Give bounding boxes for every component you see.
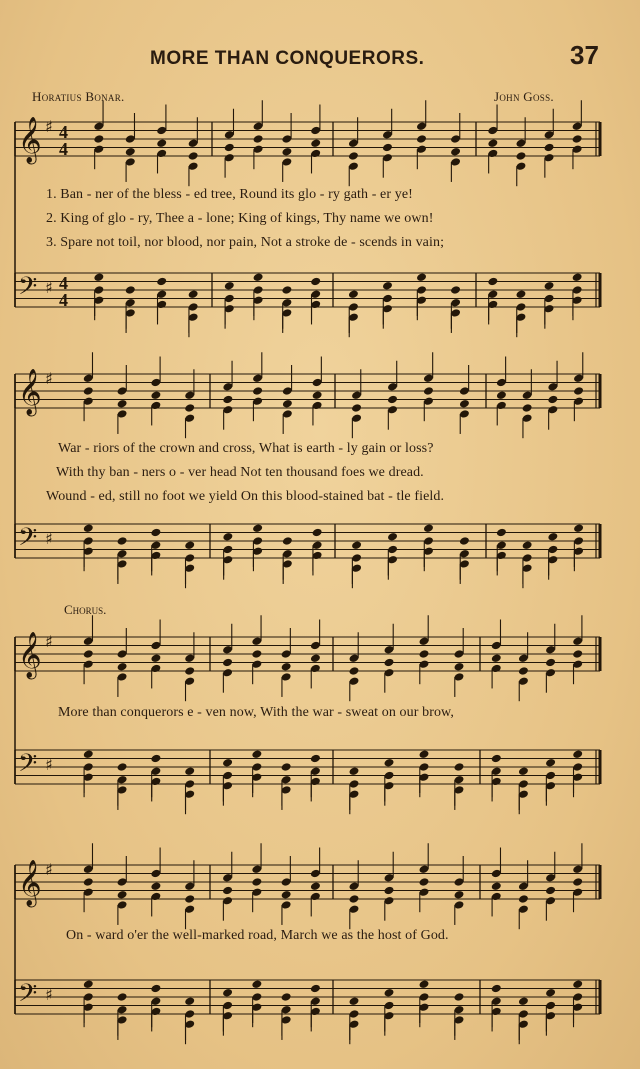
chorus-line1: More than conquerors e - ven now, With the war - sweat on our brow, — [58, 705, 454, 720]
note-head — [349, 996, 360, 1006]
note-head — [184, 996, 195, 1006]
note-head — [184, 894, 195, 904]
note-head — [83, 877, 94, 887]
note-head — [348, 151, 359, 161]
note-head — [491, 881, 502, 891]
sharp-icon: ♯ — [45, 632, 53, 651]
note-head — [184, 666, 195, 676]
verse1-line1: 1. Ban - ner of the bless - ed tree, Round its glo - ry gath - er ye! — [46, 187, 413, 202]
treble-clef-icon: 𝄞 — [18, 369, 42, 415]
time-sig-bottom: 4 — [59, 290, 68, 310]
time-sig-bottom: 4 — [59, 139, 68, 159]
verse1-line2: War - riors of the crown and cross, What is earth - ly gain or loss? — [58, 441, 434, 456]
note-head — [125, 147, 136, 157]
bass-clef-icon: 𝄢 — [18, 749, 38, 784]
note-head — [310, 138, 321, 148]
note-head — [93, 272, 104, 282]
note-head — [544, 143, 555, 153]
note-head — [515, 151, 526, 161]
note-head — [573, 523, 584, 533]
note-head — [310, 653, 321, 663]
note-head — [572, 979, 583, 989]
note-head — [281, 285, 292, 295]
chorus-line2: On - ward o'er the well-marked road, March we as the host of God. — [66, 928, 449, 943]
note-head — [83, 386, 94, 396]
note-head — [572, 877, 583, 887]
bass-clef-icon: 𝄢 — [18, 272, 38, 307]
note-head — [387, 395, 398, 405]
note-head — [222, 658, 233, 668]
note-head — [117, 399, 128, 409]
note-head — [281, 890, 292, 900]
note-head — [423, 386, 434, 396]
note-head — [282, 536, 293, 546]
note-head — [491, 984, 502, 994]
time-sig-top: 4 — [59, 273, 68, 293]
note-head — [156, 138, 167, 148]
note-head — [310, 277, 321, 287]
note-head — [419, 749, 430, 759]
note-head — [496, 390, 507, 400]
note-head — [184, 540, 195, 550]
note-head — [459, 399, 470, 409]
note-head — [459, 536, 470, 546]
note-head — [545, 988, 556, 998]
note-head — [454, 762, 465, 772]
note-head — [487, 138, 498, 148]
note-head — [251, 979, 262, 989]
note-head — [349, 766, 360, 776]
note-head — [150, 881, 161, 891]
note-head — [310, 754, 321, 764]
note-head — [419, 979, 430, 989]
note-head — [419, 649, 430, 659]
sharp-icon: ♯ — [45, 860, 53, 879]
verse3-line1: 3. Spare not toil, nor blood, nor pain, Not a stroke de - scends in vain; — [46, 235, 445, 250]
note-head — [117, 890, 128, 900]
note-head — [117, 536, 128, 546]
note-head — [522, 540, 533, 550]
note-head — [83, 649, 94, 659]
note-head — [251, 877, 262, 887]
note-head — [487, 277, 498, 287]
note-head — [348, 289, 359, 299]
note-head — [281, 992, 292, 1002]
note-head — [518, 666, 529, 676]
note-head — [572, 649, 583, 659]
note-head — [93, 134, 104, 144]
note-head — [251, 749, 262, 759]
note-head — [518, 996, 529, 1006]
note-head — [222, 395, 233, 405]
treble-clef-icon: 𝄞 — [18, 860, 42, 906]
note-head — [515, 289, 526, 299]
note-head — [281, 147, 292, 157]
note-head — [252, 386, 263, 396]
sharp-icon: ♯ — [45, 985, 53, 1004]
note-head — [310, 881, 321, 891]
note-head — [222, 532, 233, 542]
note-head — [184, 403, 195, 413]
note-head — [384, 886, 395, 896]
note-head — [491, 754, 502, 764]
note-head — [281, 762, 292, 772]
note-head — [150, 390, 161, 400]
composer-credit: John Goss. — [494, 89, 554, 104]
note-head — [573, 386, 584, 396]
note-head — [572, 749, 583, 759]
note-head — [150, 984, 161, 994]
note-head — [222, 886, 233, 896]
note-head — [156, 277, 167, 287]
lyricist-credit: Horatius Bonar. — [32, 89, 125, 104]
note-head — [125, 285, 136, 295]
note-head — [312, 390, 323, 400]
verse2-line2: With thy ban - ners o - ver head Not ten thousand foes we dread. — [56, 465, 424, 480]
bass-clef-icon: 𝄢 — [18, 979, 38, 1014]
note-head — [150, 653, 161, 663]
note-head — [117, 762, 128, 772]
note-head — [351, 540, 362, 550]
note-head — [253, 272, 264, 282]
note-head — [423, 523, 434, 533]
note-head — [312, 528, 323, 538]
note-head — [382, 281, 393, 291]
note-head — [150, 754, 161, 764]
sharp-icon: ♯ — [45, 278, 53, 297]
note-head — [184, 766, 195, 776]
treble-clef-icon: 𝄞 — [18, 632, 42, 678]
note-head — [572, 134, 583, 144]
sharp-icon: ♯ — [45, 369, 53, 388]
note-head — [419, 877, 430, 887]
note-head — [349, 894, 360, 904]
note-head — [351, 403, 362, 413]
verse3-line2: Wound - ed, still no foot we yield On this blood-stained bat - tle field. — [46, 489, 445, 504]
note-head — [188, 151, 199, 161]
note-head — [491, 653, 502, 663]
note-head — [83, 523, 94, 533]
sharp-icon: ♯ — [45, 755, 53, 774]
note-head — [117, 662, 128, 672]
note-head — [150, 528, 161, 538]
note-head — [281, 662, 292, 672]
note-head — [252, 523, 263, 533]
note-head — [224, 281, 235, 291]
note-head — [117, 992, 128, 1002]
note-head — [572, 272, 583, 282]
note-head — [454, 662, 465, 672]
chorus-label: Chorus. — [64, 602, 107, 617]
note-head — [416, 134, 427, 144]
note-head — [188, 289, 199, 299]
note-head — [83, 749, 94, 759]
note-head — [382, 143, 393, 153]
note-head — [224, 143, 235, 153]
note-head — [518, 894, 529, 904]
sharp-icon: ♯ — [45, 117, 53, 136]
note-head — [222, 758, 233, 768]
note-head — [251, 649, 262, 659]
note-head — [310, 984, 321, 994]
note-head — [384, 658, 395, 668]
treble-clef-icon: 𝄞 — [18, 117, 42, 163]
note-head — [450, 147, 461, 157]
note-head — [222, 988, 233, 998]
note-head — [83, 979, 94, 989]
note-head — [547, 395, 558, 405]
time-sig-top: 4 — [59, 122, 68, 142]
note-head — [547, 532, 558, 542]
note-head — [454, 992, 465, 1002]
note-head — [416, 272, 427, 282]
note-head — [384, 988, 395, 998]
note-head — [545, 658, 556, 668]
note-head — [544, 281, 555, 291]
note-head — [349, 666, 360, 676]
hymn-title: MORE THAN CONQUERORS. — [150, 48, 425, 69]
note-head — [454, 890, 465, 900]
note-head — [450, 285, 461, 295]
note-head — [545, 758, 556, 768]
bass-clef-icon: 𝄢 — [18, 523, 38, 558]
note-head — [545, 886, 556, 896]
verse2-line1: 2. King of glo - ry, Thee a - lone; King of kings, Thy name we own! — [46, 211, 434, 226]
note-head — [282, 399, 293, 409]
page-number: 37 — [570, 40, 599, 70]
note-head — [384, 758, 395, 768]
sharp-icon: ♯ — [45, 529, 53, 548]
note-head — [387, 532, 398, 542]
note-head — [518, 766, 529, 776]
note-head — [253, 134, 264, 144]
note-head — [496, 528, 507, 538]
note-head — [522, 403, 533, 413]
